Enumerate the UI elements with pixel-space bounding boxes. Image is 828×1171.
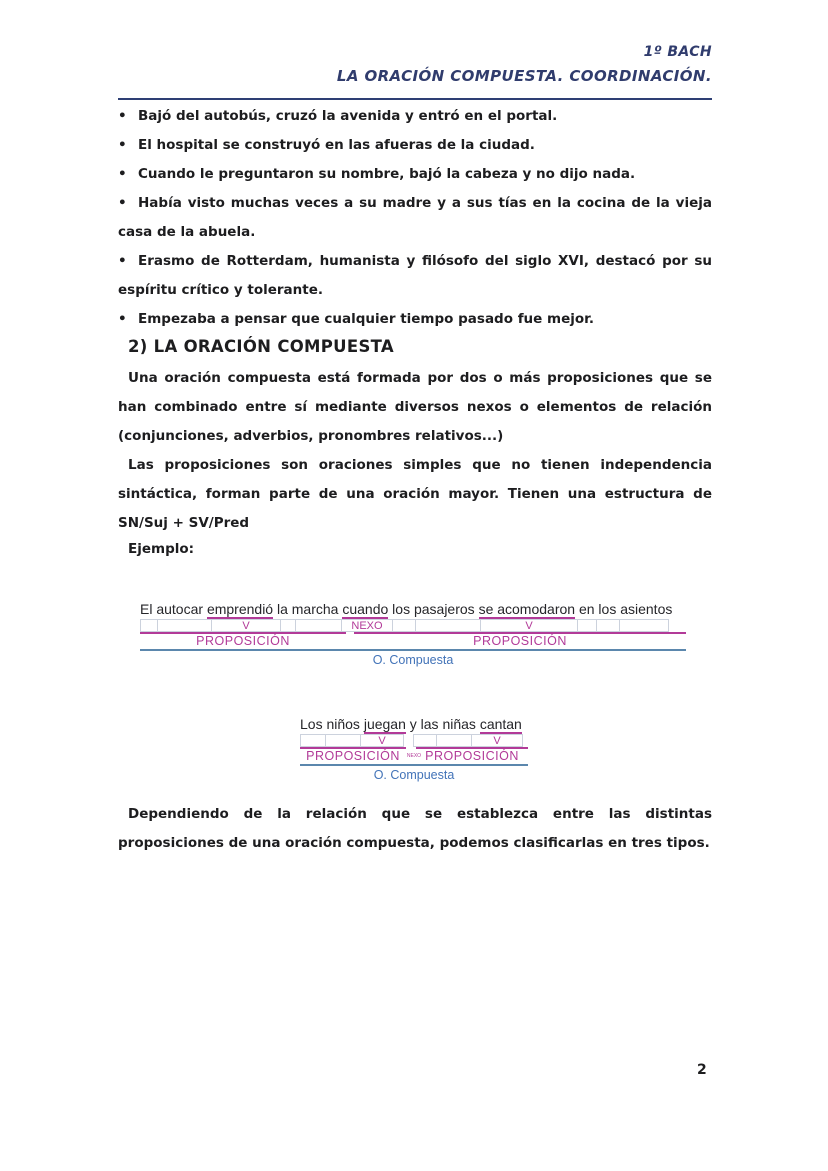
bullet-item bbox=[118, 102, 712, 131]
grammar-cell bbox=[295, 619, 342, 632]
proposition-label: PROPOSICIÓN bbox=[354, 632, 686, 649]
proposition-label: PROPOSICIÓN bbox=[140, 632, 346, 649]
grammar-cell bbox=[436, 734, 472, 747]
bullet-text: Empezaba a pensar que cualquier tiempo pasado fue mejor. bbox=[138, 311, 595, 327]
grammar-cell bbox=[280, 619, 296, 632]
underlined-verb: emprendió bbox=[206, 601, 274, 617]
bullet-item bbox=[118, 305, 712, 334]
proposition-row bbox=[140, 632, 686, 649]
bullet-item bbox=[118, 189, 712, 218]
analyzed-sentence bbox=[300, 716, 528, 733]
paragraph-line: sintáctica, forman parte de una oración mayor. Tienen una estructura de bbox=[118, 486, 712, 502]
bullet-marker: • bbox=[118, 253, 127, 269]
grammar-cell bbox=[577, 619, 597, 632]
underlined-verb: juegan bbox=[363, 716, 406, 732]
bullet-item bbox=[118, 160, 712, 189]
paragraph-line: han combinado entre sí mediante diversos nexos o elementos de relación bbox=[118, 399, 712, 415]
compound-sentence-label: O. Compuesta bbox=[300, 764, 528, 782]
paragraph-line: proposiciones de una oración compuesta, podemos clasificarlas en tres tipos. bbox=[118, 835, 710, 851]
paragraph-line: SN/Suj + SV/Pred bbox=[118, 515, 250, 531]
proposition-label: PROPOSICIÓN bbox=[300, 747, 406, 764]
grammar-cell bbox=[596, 619, 620, 632]
bullet-text: Bajó del autobús, cruzó la avenida y entró en el portal. bbox=[138, 108, 558, 124]
sentence-part: la marcha bbox=[273, 601, 343, 617]
sentence-part: en los asientos bbox=[575, 601, 673, 617]
paragraph-definition bbox=[118, 364, 712, 451]
proposition-label: PROPOSICIÓN bbox=[416, 747, 528, 764]
nexo-small-label: NEXO bbox=[406, 753, 422, 759]
analysis-cell-row bbox=[300, 734, 528, 747]
grammar-cell-verb: V bbox=[360, 734, 404, 747]
grammar-cell bbox=[413, 734, 437, 747]
bullet-text: Había visto muchas veces a su madre y a sus tías en la cocina de la vieja bbox=[138, 195, 712, 211]
compound-sentence-label: O. Compuesta bbox=[140, 649, 686, 667]
grammar-cell bbox=[415, 619, 481, 632]
grammar-cell bbox=[157, 619, 212, 632]
grammar-cell bbox=[619, 619, 669, 632]
bullet-marker: • bbox=[118, 137, 127, 153]
paragraph-propositions bbox=[118, 451, 712, 538]
sentence-part: y las niñas bbox=[405, 716, 480, 732]
underlined-verb: se acomodaron bbox=[478, 601, 576, 617]
bullet-text: Cuando le preguntaron su nombre, bajó la cabeza y no dijo nada. bbox=[138, 166, 636, 182]
bullet-text: El hospital se construyó en las afueras de la ciudad. bbox=[138, 137, 535, 153]
bullet-list bbox=[118, 102, 712, 334]
paragraph-line: (conjunciones, adverbios, pronombres relativos...) bbox=[118, 428, 504, 444]
sentence-analysis-diagram-2 bbox=[300, 716, 528, 782]
sentence-part: los pasajeros bbox=[388, 601, 479, 617]
header-rule bbox=[118, 98, 712, 100]
sentence-part: El autocar bbox=[140, 601, 207, 617]
paragraph-line: Las proposiciones son oraciones simples que no tienen independencia bbox=[128, 457, 712, 473]
proposition-row bbox=[300, 747, 528, 764]
grammar-cell bbox=[140, 619, 158, 632]
page-number: 2 bbox=[697, 1062, 707, 1078]
bullet-marker: • bbox=[118, 195, 127, 211]
grammar-cell bbox=[300, 734, 326, 747]
paragraph-classification bbox=[118, 800, 712, 858]
bullet-item bbox=[118, 247, 712, 276]
sentence-analysis-diagram-1 bbox=[140, 601, 686, 667]
bullet-text: Erasmo de Rotterdam, humanista y filósofo del siglo XVI, destacó por su bbox=[138, 253, 712, 269]
analyzed-sentence bbox=[140, 601, 686, 618]
grammar-cell-verb: V bbox=[211, 619, 281, 632]
underlined-nexo: cuando bbox=[342, 601, 389, 617]
example-label: Ejemplo: bbox=[128, 541, 195, 557]
grammar-cell-verb: V bbox=[480, 619, 578, 632]
bullet-item-wrap: casa de la abuela. bbox=[118, 224, 256, 240]
example-label-block bbox=[118, 535, 712, 564]
header-title: LA ORACIÓN COMPUESTA. COORDINACIÓN. bbox=[336, 67, 712, 85]
header-course: 1º BACH bbox=[643, 44, 712, 60]
paragraph-line: Dependiendo de la relación que se establezca entre las distintas bbox=[128, 806, 712, 822]
grammar-cell-nexo: NEXO bbox=[341, 619, 393, 632]
section-heading: 2) LA ORACIÓN COMPUESTA bbox=[128, 337, 394, 356]
bullet-item-wrap: espíritu crítico y tolerante. bbox=[118, 282, 324, 298]
bullet-marker: • bbox=[118, 166, 127, 182]
grammar-cell bbox=[325, 734, 361, 747]
sentence-part: Los niños bbox=[300, 716, 364, 732]
paragraph-line: Una oración compuesta está formada por dos o más proposiciones que se bbox=[128, 370, 712, 386]
bullet-marker: • bbox=[118, 311, 127, 327]
analysis-cell-row bbox=[140, 619, 686, 632]
grammar-cell bbox=[392, 619, 416, 632]
bullet-item bbox=[118, 131, 712, 160]
bullet-marker: • bbox=[118, 108, 127, 124]
underlined-verb: cantan bbox=[479, 716, 522, 732]
grammar-cell-verb: V bbox=[471, 734, 523, 747]
